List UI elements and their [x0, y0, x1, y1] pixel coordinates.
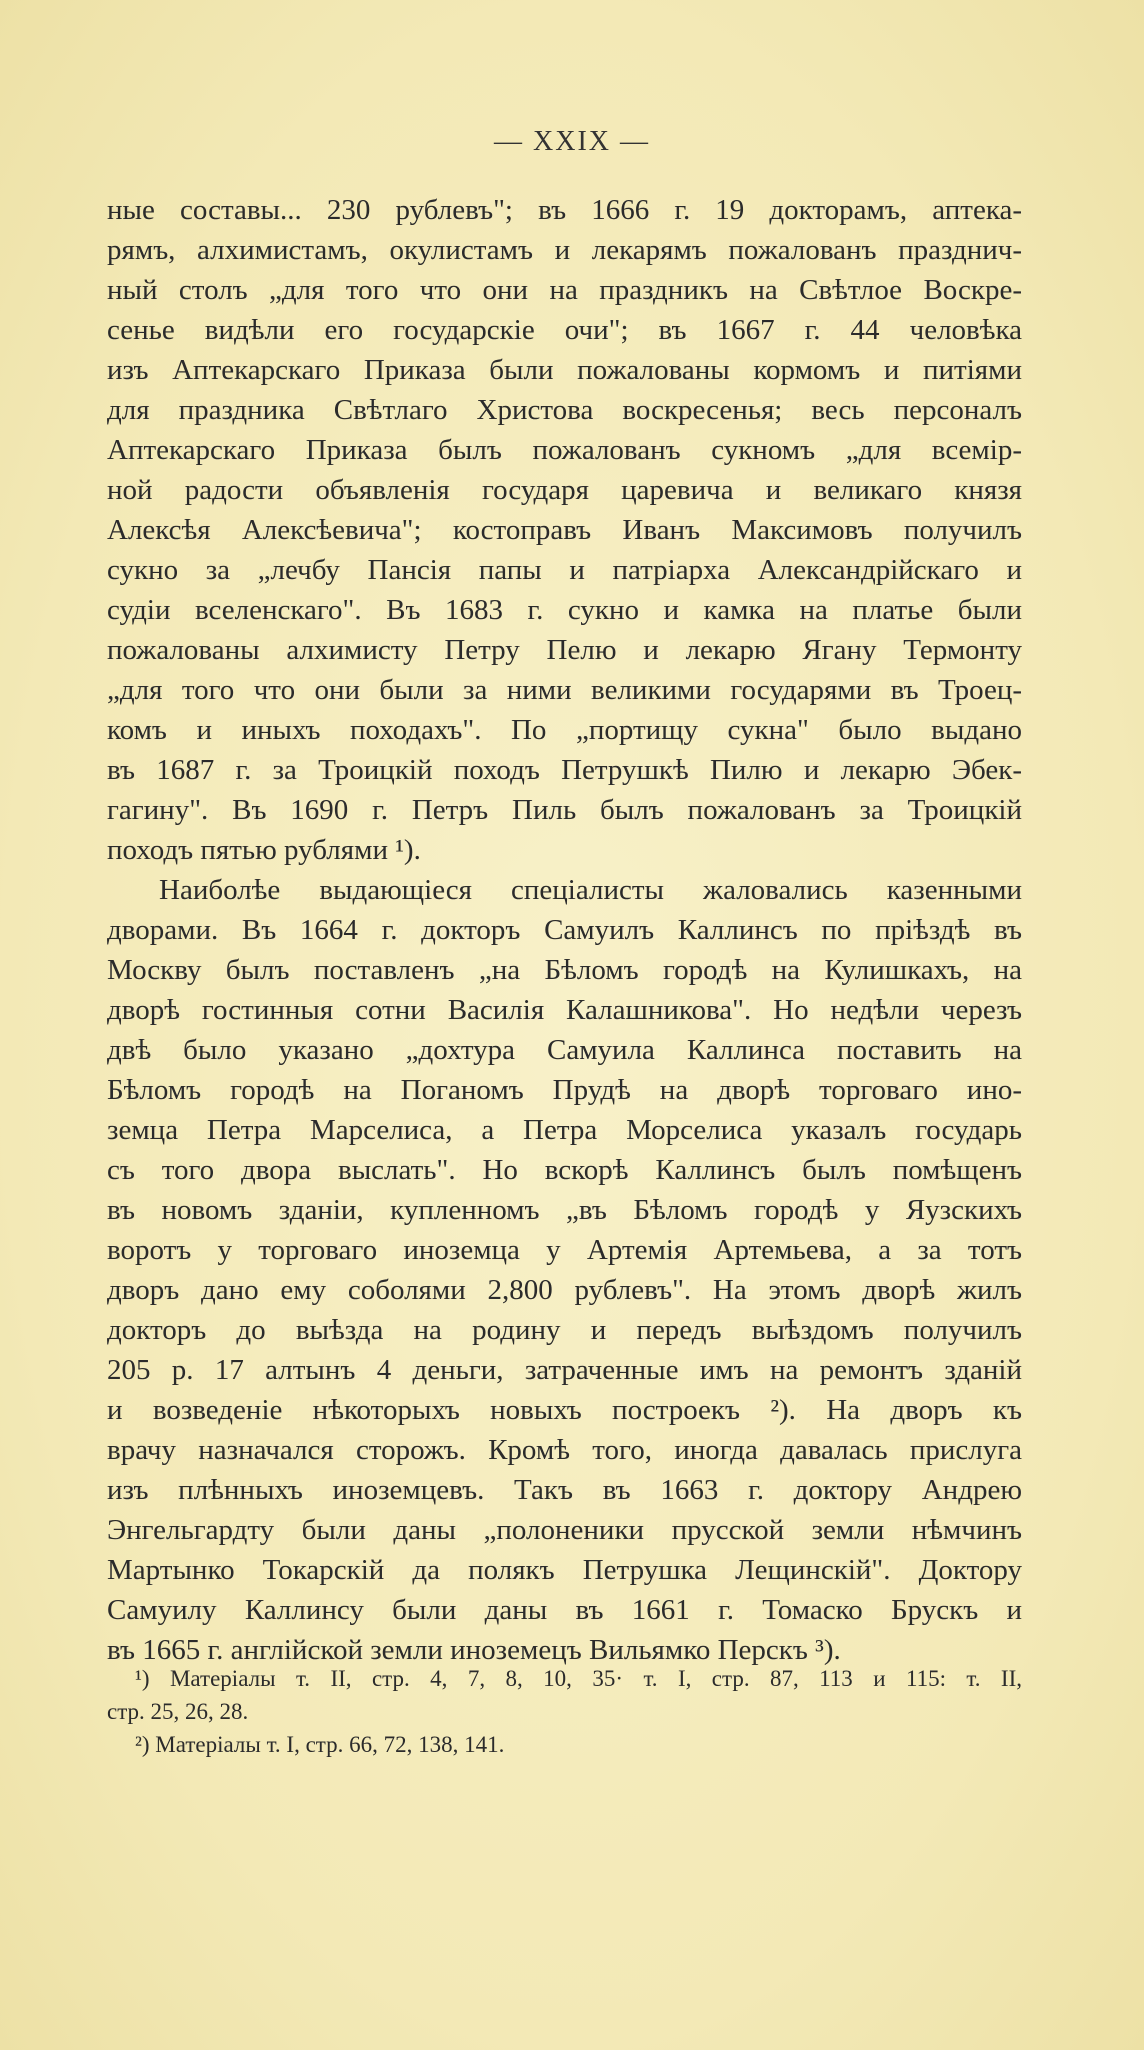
text-line: двѣ было указано „дохтура Самуила Каллинса поставить на	[107, 1034, 1022, 1066]
page-number-header: — XXIX —	[494, 126, 650, 157]
text-line: для праздника Свѣтлаго Христова воскресенья; весь персоналъ	[107, 394, 1022, 426]
text-line: Алексѣя Алексѣевича"; костоправъ Иванъ Максимовъ получилъ	[107, 514, 1022, 546]
text-line: Наиболѣе выдающіеся спеціалисты жаловались казенными	[159, 874, 1022, 906]
text-line: въ 1665 г. англійской земли иноземецъ Вильямко Перскъ ³).	[107, 1634, 841, 1666]
text-line: „для того что они были за ними великими государями въ Троец-	[107, 674, 1022, 706]
text-line: походъ пятью рублями ¹).	[107, 834, 421, 866]
text-line: докторъ до выѣзда на родину и передъ выѣздомъ получилъ	[107, 1314, 1022, 1346]
text-line: гагину". Въ 1690 г. Петръ Пиль былъ пожалованъ за Троицкій	[107, 794, 1022, 826]
text-line: Бѣломъ городѣ на Поганомъ Прудѣ на дворѣ торговаго ино-	[107, 1074, 1022, 1106]
text-line: 205 р. 17 алтынъ 4 деньги, затраченные имъ на ремонтъ зданій	[107, 1354, 1022, 1386]
text-line: въ 1687 г. за Троицкій походъ Петрушкѣ Пилю и лекарю Эбек-	[107, 754, 1022, 786]
text-line: пожалованы алхимисту Петру Пелю и лекарю Ягану Термонту	[107, 634, 1022, 666]
text-line: Энгельгардту были даны „полоненики прусской земли нѣмчинъ	[107, 1514, 1022, 1546]
text-line: изъ Аптекарскаго Приказа были пожалованы кормомъ и питіями	[107, 354, 1022, 386]
footnote-line: ²) Матеріалы т. I, стр. 66, 72, 138, 141.	[135, 1732, 505, 1757]
text-line: дворъ дано ему соболями 2,800 рублевъ". На этомъ дворѣ жилъ	[107, 1274, 1022, 1306]
text-line: сенье видѣли его государскіе очи"; въ 1667 г. 44 человѣка	[107, 314, 1022, 346]
text-line: и возведеніе нѣкоторыхъ новыхъ построекъ ²). На дворъ къ	[107, 1394, 1022, 1426]
text-line: дворѣ гостинныя сотни Василія Калашникова". Но недѣли черезъ	[107, 994, 1022, 1026]
text-line: Самуилу Каллинсу были даны въ 1661 г. Томаско Брускъ и	[107, 1594, 1022, 1626]
text-line: воротъ у торговаго иноземца у Артемія Артемьева, а за тотъ	[107, 1234, 1022, 1266]
text-line: съ того двора выслать". Но вскорѣ Каллинсъ былъ помѣщенъ	[107, 1154, 1022, 1186]
main-text-block	[107, 190, 1022, 1670]
footnotes-block	[107, 1662, 1022, 1761]
text-line: Аптекарскаго Приказа былъ пожалованъ сукномъ „для всемір-	[107, 434, 1022, 466]
text-line: судіи вселенскаго". Въ 1683 г. сукно и камка на платье были	[107, 594, 1022, 626]
footnote-line: стр. 25, 26, 28.	[107, 1699, 249, 1724]
text-line: сукно за „лечбу Пансія папы и патріарха Александрійскаго и	[107, 554, 1022, 586]
text-line: ные составы... 230 рублевъ"; въ 1666 г. 19 докторамъ, аптека-	[107, 194, 1022, 226]
text-line: изъ плѣнныхъ иноземцевъ. Такъ въ 1663 г. доктору Андрею	[107, 1474, 1022, 1506]
text-line: врачу назначался сторожъ. Кромѣ того, иногда давалась прислуга	[107, 1434, 1022, 1466]
text-line: ной радости объявленія государя царевича и великаго князя	[107, 474, 1022, 506]
text-line: рямъ, алхимистамъ, окулистамъ и лекарямъ пожалованъ празднич-	[107, 234, 1022, 266]
text-line: дворами. Въ 1664 г. докторъ Самуилъ Каллинсъ по пріѣздѣ въ	[107, 914, 1022, 946]
text-line: земца Петра Марселиса, а Петра Морселиса указалъ государь	[107, 1114, 1022, 1146]
text-line: Москву былъ поставленъ „на Бѣломъ городѣ на Кулишкахъ, на	[107, 954, 1022, 986]
text-line: Мартынко Токарскій да полякъ Петрушка Лещинскій". Доктору	[107, 1554, 1022, 1586]
text-line: въ новомъ зданіи, купленномъ „въ Бѣломъ городѣ у Яузскихъ	[107, 1194, 1022, 1226]
text-line: комъ и иныхъ походахъ". По „портищу сукна" было выдано	[107, 714, 1022, 746]
footnote-line: ¹) Матеріалы т. II, стр. 4, 7, 8, 10, 35· т. I, стр. 87, 113 и 115: т. II,	[135, 1666, 1022, 1691]
text-line: ный столъ „для того что они на праздникъ на Свѣтлое Воскре-	[107, 274, 1022, 306]
